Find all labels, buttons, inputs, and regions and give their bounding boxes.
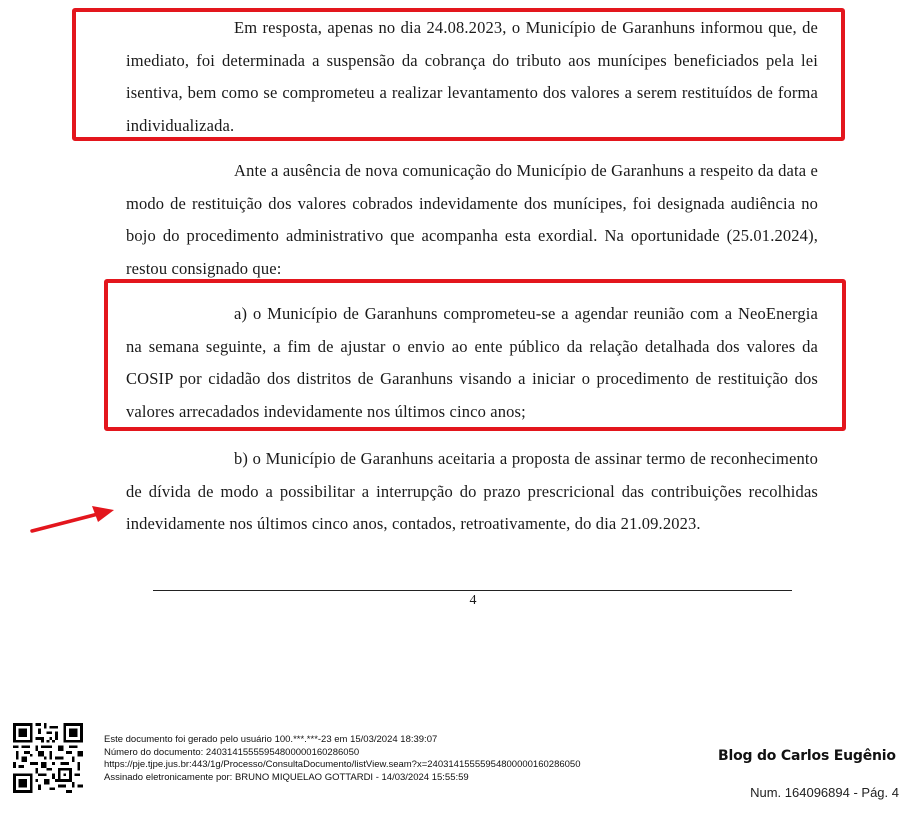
paragraph-item-b: b) o Município de Garanhuns aceitaria a proposta de assinar termo de reconhecimento de dívida de modo a possibilitar a interrupção do prazo prescricional das contribuições recolhidas indevidamente nos últimos cinco anos, contados, retroativamente, do dia 21.09.2023. — [126, 449, 818, 533]
paragraph-response: Em resposta, apenas no dia 24.08.2023, o Município de Garanhuns informou que, de imediato, foi determinada a suspensão da cobrança do tributo aos munícipes beneficiados pela lei isentiva, bem como se comprometeu a realizar levantamento dos valores a serem restituídos de forma individualizada. — [126, 18, 818, 135]
footer-url: https://pje.tjpe.jus.br:443/1g/Processo/ConsultaDocumento/listView.seam?x=24031415555954800000160286050 — [104, 759, 581, 771]
blog-watermark: Blog do Carlos Eugênio — [718, 748, 896, 764]
red-arrow-icon — [28, 500, 118, 536]
footer-generated-by: Este documento foi gerado pelo usuário 100.***.***-23 em 15/03/2024 18:39:07 — [104, 734, 438, 745]
footer-signature: Assinado eletronicamente por: BRUNO MIQUELAO GOTTARDI - 14/03/2024 15:55:59 — [104, 772, 469, 784]
paragraph-hearing: Ante a ausência de nova comunicação do Município de Garanhuns a respeito da data e modo de restituição dos valores cobrados indevidamente dos munícipes, foi designada audiência no bojo do procedimento administrativo que acompanha esta exordial. Na oportunidade (25.01.2024), restou consignado que: — [126, 161, 818, 278]
page-number: 4 — [469, 593, 477, 608]
footer-document-number: Número do documento: 24031415555954800000160286050 — [104, 746, 360, 758]
document-num-page: Num. 164096894 - Pág. 4 — [750, 785, 899, 800]
document-footer — [104, 734, 580, 785]
paragraph-item-a: a) o Município de Garanhuns comprometeu-se a agendar reunião com a NeoEnergia na semana seguinte, a fim de ajustar o envio ao ente público da relação detalhada dos valores da COSIP por cidadão dos distritos de Garanhuns visando a iniciar o procedimento de restituição dos valores arrecadados indevidamente nos últimos cinco anos; — [126, 304, 818, 421]
qr-code-icon — [13, 723, 83, 793]
page-divider — [153, 590, 792, 591]
